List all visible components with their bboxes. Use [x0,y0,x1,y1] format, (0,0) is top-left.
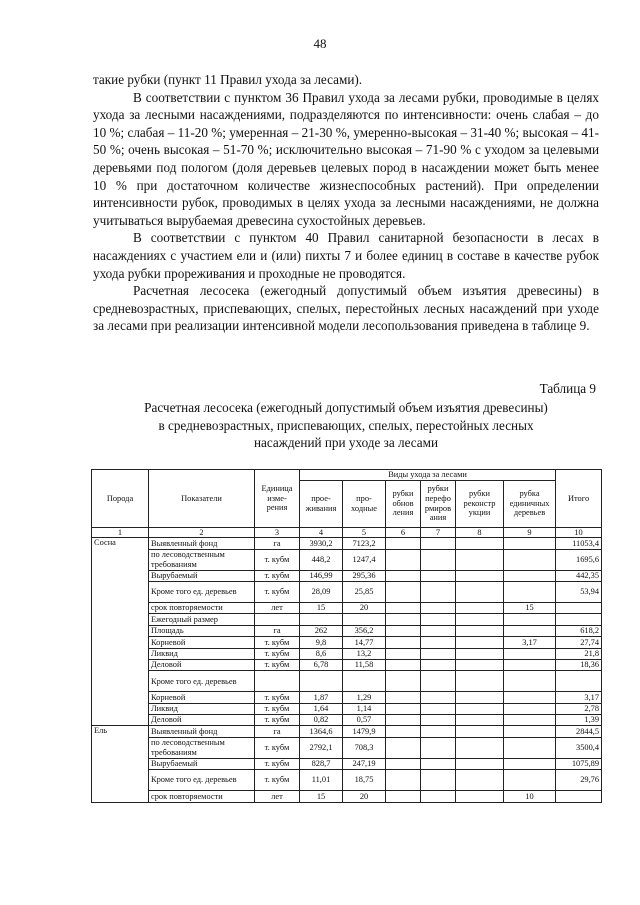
value-cell: 25,85 [343,581,386,602]
table-row [92,737,602,758]
indicator-cell: Выявленный фонд [149,538,255,549]
value-cell [456,758,504,769]
total-cell: 27,74 [556,637,602,648]
value-cell [504,581,556,602]
value-cell [456,770,504,791]
data-table [91,469,602,803]
unit-cell: т. кубм [255,758,300,769]
value-cell: 14,77 [343,637,386,648]
table-row [92,538,602,549]
value-cell [421,737,456,758]
column-number: 6 [386,527,421,538]
value-cell [456,715,504,726]
value-cell [421,648,456,659]
indicator-cell: Кроме того ед. деревьев [149,671,255,692]
table-caption-line: насаждений при уходе за лесами [253,435,439,451]
total-cell: 3,17 [556,692,602,703]
unit-cell: т. кубм [255,692,300,703]
value-cell [386,659,421,670]
value-cell [386,671,421,692]
value-cell [386,726,421,737]
value-cell: 6,78 [300,659,343,670]
unit-cell: т. кубм [255,737,300,758]
total-cell: 21,8 [556,648,602,659]
unit-cell [255,671,300,692]
total-cell: 53,94 [556,581,602,602]
value-cell [421,758,456,769]
table-row [92,614,602,625]
value-cell [456,581,504,602]
total-cell: 1,39 [556,715,602,726]
value-cell [421,726,456,737]
value-cell [421,581,456,602]
value-cell: 1,64 [300,703,343,714]
value-cell [421,715,456,726]
value-cell [386,570,421,581]
value-cell [504,625,556,636]
value-cell [456,538,504,549]
value-cell: 0,82 [300,715,343,726]
paragraph: такие рубки (пункт 11 Правил ухода за лесами). [93,72,363,87]
total-cell: 1075,89 [556,758,602,769]
column-number: 5 [343,527,386,538]
total-cell: 29,76 [556,770,602,791]
table-caption-line: в средневозрастных, приспевающих, спелых, перестойных лесных [158,417,534,433]
indicator-cell: Кроме того ед. деревьев [149,770,255,791]
value-cell: 828,7 [300,758,343,769]
value-cell: 8,6 [300,648,343,659]
value-cell [456,737,504,758]
header-total: Итого [556,470,602,528]
value-cell [421,692,456,703]
column-number: 4 [300,527,343,538]
column-number: 1 [92,527,149,538]
table-label: Таблица 9 [539,381,596,396]
value-cell [386,737,421,758]
value-cell: 1364,6 [300,726,343,737]
total-cell: 1695,6 [556,549,602,570]
value-cell [421,703,456,714]
unit-cell: т. кубм [255,770,300,791]
unit-cell: т. кубм [255,648,300,659]
unit-cell: га [255,538,300,549]
unit-cell: га [255,726,300,737]
indicator-cell: Деловой [149,715,255,726]
value-cell: 295,36 [343,570,386,581]
paragraph: Расчетная лесосека (ежегодный допустимый объем изъятия древесины) в средневозрастных, приспевающих, спелых, перестойных лесных насаждений при уходе за лесами при реализации интенсивной модели лесопользования приведена в таблице 9. [93,283,599,334]
value-cell [504,770,556,791]
value-cell: 1,29 [343,692,386,703]
table-row [92,625,602,636]
value-cell [386,758,421,769]
indicator-cell: Вырубаемый [149,570,255,581]
header-types-group: Виды ухода за лесами [300,470,556,481]
value-cell [456,692,504,703]
table-row [92,648,602,659]
value-cell [456,659,504,670]
value-cell: 247,19 [343,758,386,769]
value-cell: 1479,9 [343,726,386,737]
value-cell: 1247,4 [343,549,386,570]
species-cell: Ель [92,726,149,802]
value-cell [421,549,456,570]
value-cell: 11,01 [300,770,343,791]
table-body [92,538,602,802]
column-number: 10 [556,527,602,538]
header-type: рубки перефо рмиров ания [421,480,456,527]
table-row [92,715,602,726]
table-row [92,602,602,613]
header-type: рубка единичных деревьев [504,480,556,527]
value-cell: 448,2 [300,549,343,570]
value-cell [421,659,456,670]
table-row [92,770,602,791]
unit-cell: т. кубм [255,715,300,726]
value-cell [421,614,456,625]
indicator-cell: Кроме того ед. деревьев [149,581,255,602]
value-cell [386,703,421,714]
total-cell: 18,36 [556,659,602,670]
header-species: Порода [92,470,149,528]
value-cell [456,703,504,714]
value-cell: 146,99 [300,570,343,581]
table-caption-line: Расчетная лесосека (ежегодный допустимый объем изъятия древесины) [144,400,548,415]
unit-cell: лет [255,602,300,613]
value-cell [456,549,504,570]
value-cell [386,614,421,625]
value-cell: 356,2 [343,625,386,636]
table-row [92,758,602,769]
paragraph: В соответствии с пунктом 36 Правил ухода за лесами рубки, проводимые в целях ухода за лесными насаждениями, подразделяются по интенсивности: очень слабая – до 10 %; слабая – 11-20 %; умеренная – 21-30 %, умеренно-высокая – 31-40 %; высокая – 41-50 %; очень высокая – 51-70 %; исключительно высокая – 71-90 % с уходом за целевыми деревьями под пологом (доля деревьев целевых пород в насаждении может быть менее 10 % при достаточном количестве жизнеспособных растений). При определении интенсивности рубок, проводимых в целях ухода за лесными насаждениями, не должна учитываться вырубаемая древесина сухостойных деревьев. [93,89,599,228]
value-cell [421,791,456,802]
value-cell [386,625,421,636]
unit-cell: т. кубм [255,549,300,570]
header-unit: Единица изме- рения [255,470,300,528]
indicator-cell: Ликвид [149,703,255,714]
value-cell [421,637,456,648]
value-cell: 1,14 [343,703,386,714]
column-number: 3 [255,527,300,538]
value-cell [386,692,421,703]
value-cell [504,538,556,549]
value-cell [504,549,556,570]
unit-cell: т. кубм [255,581,300,602]
total-cell [556,791,602,802]
value-cell [300,614,343,625]
value-cell [456,671,504,692]
total-cell: 2844,5 [556,726,602,737]
value-cell [421,770,456,791]
table-row [92,671,602,692]
total-cell: 3500,4 [556,737,602,758]
value-cell [421,570,456,581]
value-cell [456,791,504,802]
table-row [92,637,602,648]
header-type: прое- живания [300,480,343,527]
table-row [92,692,602,703]
value-cell [386,637,421,648]
value-cell [504,715,556,726]
value-cell [456,726,504,737]
value-cell: 10 [504,791,556,802]
unit-cell: т. кубм [255,637,300,648]
value-cell [386,648,421,659]
value-cell [504,692,556,703]
body-text [93,71,599,335]
table-row [92,703,602,714]
indicator-cell: Ликвид [149,648,255,659]
column-number: 8 [456,527,504,538]
total-cell [556,602,602,613]
value-cell: 15 [504,602,556,613]
column-number: 2 [149,527,255,538]
column-number: 7 [421,527,456,538]
value-cell: 28,09 [300,581,343,602]
value-cell [300,671,343,692]
total-cell: 442,35 [556,570,602,581]
value-cell: 11,58 [343,659,386,670]
header-indicators: Показатели [149,470,255,528]
table-row [92,581,602,602]
value-cell: 3930,2 [300,538,343,549]
value-cell [456,614,504,625]
value-cell [343,671,386,692]
value-cell: 1,87 [300,692,343,703]
indicator-cell: по лесоводственным требованиям [149,549,255,570]
value-cell [421,538,456,549]
value-cell [386,549,421,570]
table-row [92,726,602,737]
total-cell [556,614,602,625]
total-cell: 2,78 [556,703,602,714]
value-cell [456,648,504,659]
value-cell [504,659,556,670]
value-cell [421,625,456,636]
column-number-row [92,527,602,538]
header-type: рубки реконстр укции [456,480,504,527]
value-cell [456,570,504,581]
value-cell [456,637,504,648]
species-cell: Сосна [92,538,149,726]
header-type: про- ходные [343,480,386,527]
header-type: рубки обнов ления [386,480,421,527]
value-cell: 3,17 [504,637,556,648]
paragraph: В соответствии с пунктом 40 Правил санитарной безопасности в лесах в насаждениях с участием ели и (или) пихты 7 и более единиц в составе в качестве рубок ухода рубки прореживания и проходные не проводятся. [93,230,599,281]
indicator-cell: срок повторяемости [149,791,255,802]
value-cell: 18,75 [343,770,386,791]
value-cell: 15 [300,602,343,613]
value-cell: 15 [300,791,343,802]
indicator-cell: Ежегодный размер [149,614,255,625]
value-cell [386,715,421,726]
indicator-cell: Деловой [149,659,255,670]
indicator-cell: Вырубаемый [149,758,255,769]
unit-cell: лет [255,791,300,802]
table-row [92,570,602,581]
value-cell: 7123,2 [343,538,386,549]
value-cell [504,737,556,758]
unit-cell [255,614,300,625]
value-cell [343,614,386,625]
indicator-cell: Корневой [149,637,255,648]
indicator-cell: по лесоводственным требованиям [149,737,255,758]
value-cell [504,726,556,737]
indicator-cell: срок повторяемости [149,602,255,613]
value-cell: 708,3 [343,737,386,758]
value-cell [386,581,421,602]
value-cell [386,791,421,802]
value-cell [421,602,456,613]
value-cell [504,570,556,581]
value-cell [504,614,556,625]
value-cell: 2792,1 [300,737,343,758]
value-cell: 20 [343,602,386,613]
total-cell: 11053,4 [556,538,602,549]
value-cell [504,648,556,659]
value-cell [456,602,504,613]
indicator-cell: Корневой [149,692,255,703]
value-cell: 9,8 [300,637,343,648]
value-cell [504,703,556,714]
value-cell [386,538,421,549]
value-cell: 262 [300,625,343,636]
indicator-cell: Выявленный фонд [149,726,255,737]
table-row [92,549,602,570]
value-cell [421,671,456,692]
value-cell [386,770,421,791]
value-cell [504,671,556,692]
value-cell: 0,57 [343,715,386,726]
unit-cell: т. кубм [255,659,300,670]
value-cell [386,602,421,613]
unit-cell: т. кубм [255,570,300,581]
unit-cell: т. кубм [255,703,300,714]
total-cell [556,671,602,692]
table-row [92,791,602,802]
value-cell [504,758,556,769]
value-cell: 20 [343,791,386,802]
value-cell [456,625,504,636]
unit-cell: га [255,625,300,636]
value-cell: 13,2 [343,648,386,659]
page-number: 48 [313,36,327,51]
column-number: 9 [504,527,556,538]
table-row [92,659,602,670]
total-cell: 618,2 [556,625,602,636]
indicator-cell: Площадь [149,625,255,636]
table-caption [93,399,599,452]
